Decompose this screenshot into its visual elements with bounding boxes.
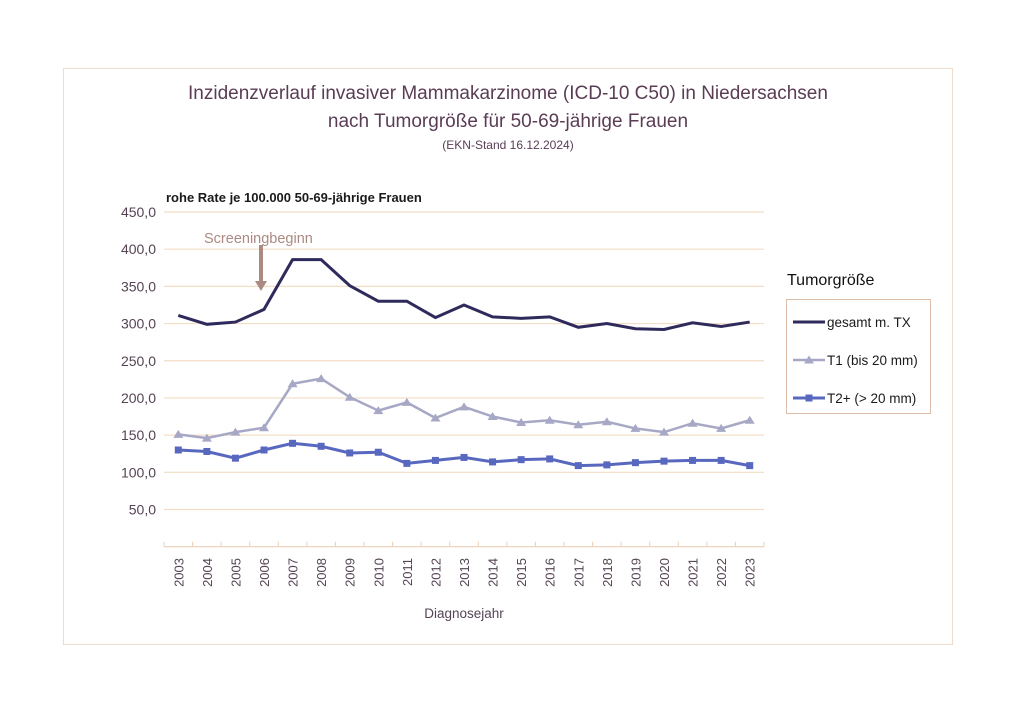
x-tick-label: 2023 [742, 558, 758, 587]
square-marker-icon [661, 458, 668, 465]
chart-figure [63, 68, 953, 645]
y-tick-label: 450,0 [120, 204, 156, 220]
x-tick-label: 2019 [628, 558, 644, 587]
legend-sample-t2-square-icon [793, 392, 827, 404]
y-tick-label: 250,0 [120, 352, 156, 369]
square-marker-icon [575, 462, 582, 469]
triangle-marker-icon [402, 398, 412, 406]
triangle-marker-icon [745, 416, 755, 424]
chart-title-line-2: nach Tumorgröße für 50-69-jährige Frauen [327, 111, 689, 132]
x-tick-label: 2013 [457, 558, 472, 587]
legend-label-gesamt: gesamt m. TX [827, 314, 911, 330]
y-tick-label: 400,0 [120, 241, 156, 258]
x-tick-label: 2021 [685, 558, 701, 587]
y-tick-label: 50,0 [128, 501, 156, 518]
square-marker-icon [318, 443, 325, 450]
legend-label-t2: T2+ (> 20 mm) [827, 390, 917, 406]
x-tick-label: 2020 [657, 558, 672, 587]
legend-box [786, 299, 931, 414]
x-tick-label: 2011 [399, 558, 415, 586]
chart-title-block [64, 80, 952, 155]
x-tick-label: 2022 [714, 558, 730, 587]
x-tick-label: 2015 [514, 558, 530, 587]
y-tick-label: 300,0 [120, 315, 156, 332]
y-axis-unit-note: rohe Rate je 100.000 50-69-jährige Frauen [166, 190, 422, 205]
square-marker-icon [403, 460, 410, 467]
legend-sample-t1-triangle-icon [793, 354, 827, 366]
x-tick-label: 2009 [342, 558, 358, 587]
square-marker-icon [432, 457, 439, 464]
x-tick-label: 2014 [485, 558, 501, 587]
y-tick-label: 150,0 [120, 427, 156, 444]
chart-subtitle: (EKN-Stand 16.12.2024) [442, 138, 574, 152]
legend-item-gesamt [793, 303, 930, 341]
x-tick-label: 2016 [542, 558, 558, 587]
square-marker-icon [289, 440, 296, 447]
legend [786, 272, 936, 414]
legend-item-t2 [793, 379, 930, 417]
square-marker-icon [489, 458, 496, 465]
square-marker-icon [261, 447, 268, 454]
x-tick-label: 2018 [599, 558, 615, 587]
y-tick-label: 200,0 [120, 389, 156, 406]
square-marker-icon [461, 454, 468, 461]
x-tick-label: 2017 [571, 558, 587, 587]
square-marker-icon [806, 395, 813, 402]
square-marker-icon [718, 457, 725, 464]
screening-annotation-label: Screeningbeginn [204, 231, 313, 247]
legend-sample-gesamt-line-icon [793, 316, 827, 328]
legend-title: Tumorgröße [787, 272, 875, 289]
triangle-marker-icon [459, 402, 469, 410]
square-marker-icon [689, 457, 696, 464]
x-axis-title: Diagnosejahr [424, 606, 504, 621]
square-marker-icon [175, 447, 182, 454]
square-marker-icon [203, 448, 210, 455]
square-marker-icon [632, 459, 639, 466]
x-tick-label: 2010 [371, 558, 387, 587]
square-marker-icon [603, 461, 610, 468]
square-marker-icon [746, 462, 753, 469]
x-tick-label: 2004 [199, 558, 215, 587]
y-tick-label: 100,0 [120, 464, 156, 481]
y-tick-label: 350,0 [120, 278, 156, 295]
legend-item-t1 [793, 341, 930, 379]
series-line-0 [178, 260, 749, 330]
square-marker-icon [346, 449, 353, 456]
square-marker-icon [546, 455, 553, 462]
x-tick-label: 2007 [285, 558, 301, 587]
x-tick-label: 2003 [171, 558, 187, 587]
square-marker-icon [518, 456, 525, 463]
square-marker-icon [375, 449, 382, 456]
x-tick-label: 2012 [428, 558, 444, 587]
legend-label-t1: T1 (bis 20 mm) [827, 352, 918, 368]
chart-title-line-1: Inzidenzverlauf invasiver Mammakarzinome (ICD-10 C50) in Niedersachsen [188, 83, 828, 104]
x-tick-label: 2005 [228, 558, 244, 587]
x-tick-label: 2008 [314, 558, 330, 587]
x-tick-label: 2006 [257, 558, 272, 587]
square-marker-icon [232, 455, 239, 462]
